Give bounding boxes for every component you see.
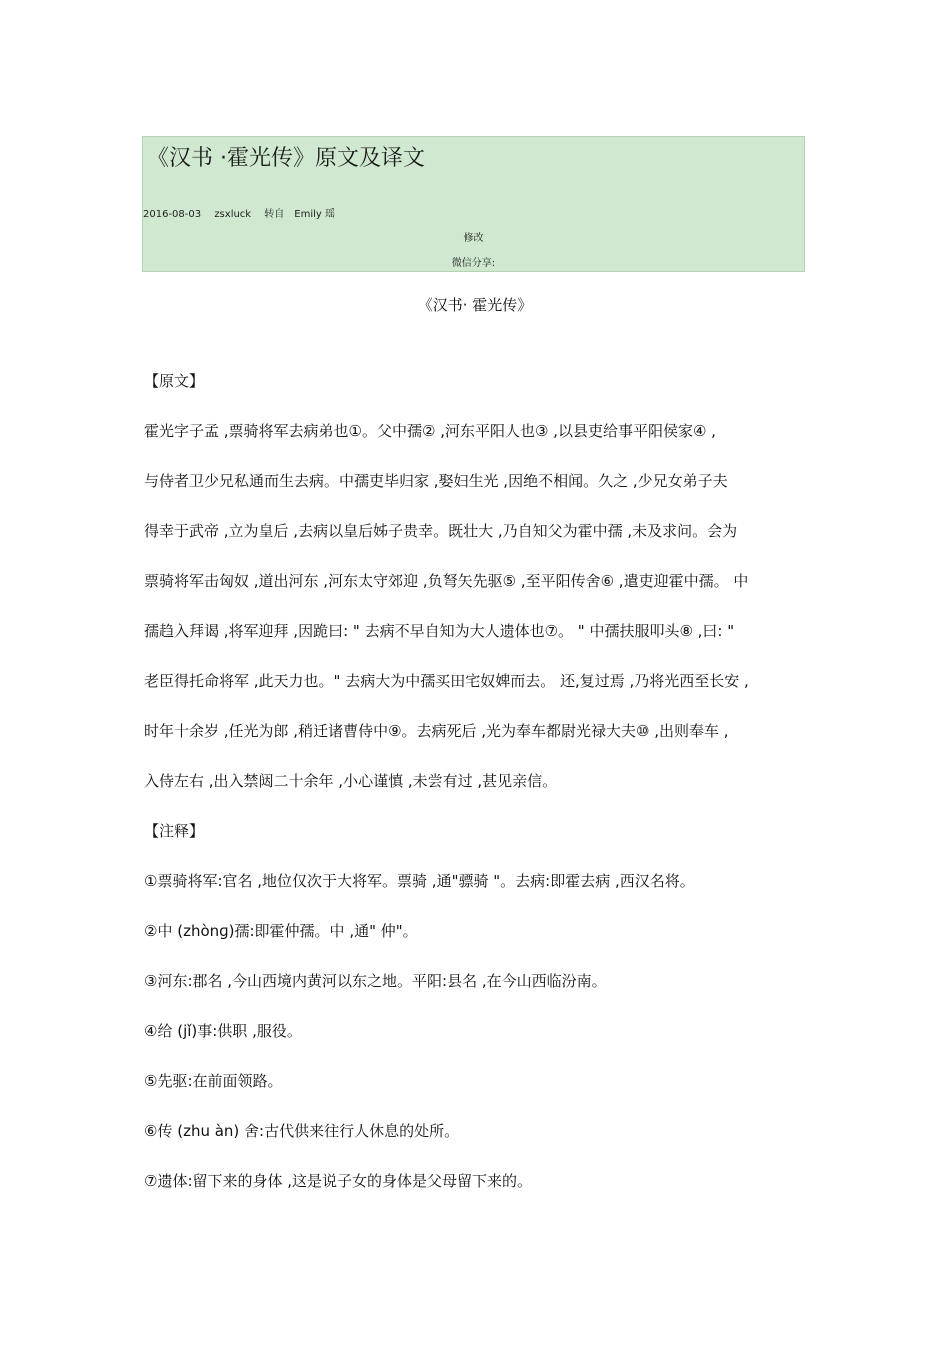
note-item: ④给 (jǐ)事:供职 ,服役。	[144, 1022, 302, 1040]
note-item: ③河东:郡名 ,今山西境内黄河以东之地。平阳:县名 ,在今山西临汾南。	[144, 972, 607, 990]
original-line: 时年十余岁 ,任光为郎 ,稍迁诸曹侍中⑨。去病死后 ,光为奉车都尉光禄大夫⑩ ,出则奉车 ,	[144, 722, 729, 740]
article-subtitle: 《汉书· 霍光传》	[417, 296, 533, 314]
note-item: ⑦遗体:留下来的身体 ,这是说子女的身体是父母留下来的。	[144, 1172, 533, 1190]
original-line: 孺趋入拜谒 ,将军迎拜 ,因跪曰: " 去病不早自知为大人遗体也⑦。 " 中孺扶服叩头⑧ ,曰: "	[144, 622, 735, 640]
original-line: 入侍左右 ,出入禁闼二十余年 ,小心谨慎 ,未尝有过 ,甚见亲信。	[144, 772, 558, 790]
note-item: ②中 (zhònɡ)孺:即霍仲孺。中 ,通" 仲"。	[144, 922, 418, 940]
original-line: 与侍者卫少兄私通而生去病。中孺吏毕归家 ,娶妇生光 ,因绝不相闻。久之 ,少兄女弟子夫	[144, 472, 728, 490]
original-heading: 【原文】	[144, 372, 205, 390]
original-line: 得幸于武帝 ,立为皇后 ,去病以皇后姊子贵幸。既壮大 ,乃自知父为霍中孺 ,未及求问。会为	[144, 522, 738, 540]
original-line: 霍光字子孟 ,票骑将军去病弟也①。父中孺② ,河东平阳人也③ ,以县吏给事平阳侯家④ ,	[144, 422, 716, 440]
author-link[interactable]: zsxluck	[214, 209, 252, 220]
notes-heading: 【注释】	[144, 822, 205, 840]
note-item: ⑤先驱:在前面领路。	[144, 1072, 283, 1090]
post-date: 2016-08-03	[143, 209, 202, 220]
note-item: ⑥传 (zhu àn) 舍:古代供来往行人休息的处所。	[144, 1122, 460, 1140]
page-title: 《汉书 ·霍光传》原文及译文	[147, 146, 425, 171]
repost-label: 转自	[264, 209, 285, 220]
note-item: ①票骑将军:官名 ,地位仅次于大将军。票骑 ,通"骠骑 "。去病:即霍去病 ,西汉名将。	[144, 872, 695, 890]
post-meta	[143, 205, 345, 220]
original-line: 票骑将军击匈奴 ,道出河东 ,河东太守郊迎 ,负弩矢先驱⑤ ,至平阳传舍⑥ ,遣吏迎霍中孺。 中	[144, 572, 749, 590]
original-line: 老臣得托命将军 ,此天力也。" 去病大为中孺买田宅奴婢而去。 还,复过焉 ,乃将光西至长安 ,	[144, 672, 749, 690]
header-box	[142, 136, 805, 272]
source-link[interactable]: Emily 瑶	[294, 209, 336, 220]
wechat-share-label[interactable]: 微信分享:	[451, 258, 496, 269]
edit-link[interactable]: 修改	[463, 233, 484, 244]
